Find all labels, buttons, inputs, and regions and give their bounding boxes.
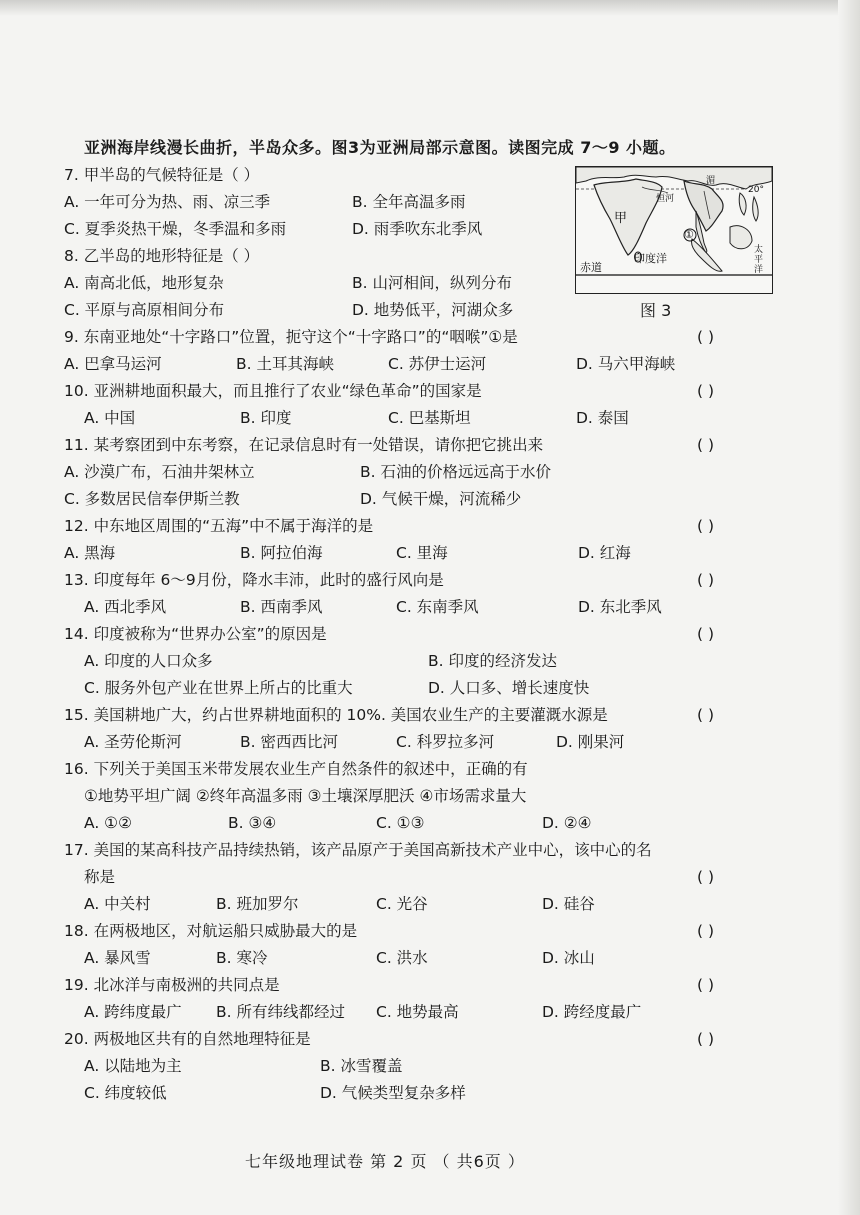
question-18-option-a[interactable]: A. 暴风雪 <box>84 949 151 967</box>
question-8-stem: 8. 乙半岛的地形特征是（ ） <box>64 247 260 265</box>
question-12-stem: 12. 中东地区周围的“五海”中不属于海洋的是 <box>64 517 374 535</box>
question-9-option-b[interactable]: B. 土耳其海峡 <box>236 355 334 373</box>
question-13-option-d[interactable]: D. 东北季风 <box>578 598 662 616</box>
question-12-option-a[interactable]: A. 黑海 <box>64 544 116 562</box>
map-label-20n: 20° <box>748 185 764 195</box>
question-16-option-b[interactable]: B. ③④ <box>228 814 277 832</box>
question-16-stem: 16. 下列关于美国玉米带发展农业生产自然条件的叙述中，正确的有 <box>64 760 528 778</box>
question-7-option-c[interactable]: C. 夏季炎热干燥，冬季温和多雨 <box>64 220 287 238</box>
question-15-option-d[interactable]: D. 刚果河 <box>556 733 625 751</box>
question-7-option-b[interactable]: B. 全年高温多雨 <box>352 193 466 211</box>
question-9-stem: 9. 东南亚地处“十字路口”位置，扼守这个“十字路口”的“咽喉”①是 <box>64 328 518 346</box>
question-17-option-c[interactable]: C. 光谷 <box>376 895 428 913</box>
question-17-answer-blank[interactable]: ( ) <box>697 868 715 886</box>
question-13-option-b[interactable]: B. 西南季风 <box>240 598 323 616</box>
question-8-option-b[interactable]: B. 山河相间，纵列分布 <box>352 274 512 292</box>
question-16-conditions: ①地势平坦广阔 ②终年高温多雨 ③土壤深厚肥沃 ④市场需求量大 <box>84 787 527 805</box>
question-14-option-c[interactable]: C. 服务外包产业在世界上所占的比重大 <box>84 679 353 697</box>
question-19-option-d[interactable]: D. 跨经度最广 <box>542 1003 642 1021</box>
question-14-stem: 14. 印度被称为“世界办公室”的原因是 <box>64 625 327 643</box>
question-20-option-d[interactable]: D. 气候类型复杂多样 <box>320 1084 466 1102</box>
question-8-option-d[interactable]: D. 地势低平，河湖众多 <box>352 301 514 319</box>
question-10-option-d[interactable]: D. 泰国 <box>576 409 629 427</box>
question-14-option-b[interactable]: B. 印度的经济发达 <box>428 652 557 670</box>
scan-right-edge <box>838 0 860 1215</box>
question-15-stem: 15. 美国耕地广大，约占世界耕地面积的 10%. 美国农业生产的主要灌溉水源是 <box>64 706 608 724</box>
question-15-option-c[interactable]: C. 科罗拉多河 <box>396 733 495 751</box>
map-label-jia: 甲 <box>614 211 628 226</box>
question-10-stem: 10. 亚洲耕地面积最大，而且推行了农业“绿色革命”的国家是 <box>64 382 482 400</box>
question-20-option-c[interactable]: C. 纬度较低 <box>84 1084 167 1102</box>
question-9-option-a[interactable]: A. 巴拿马运河 <box>64 355 162 373</box>
question-19-option-b[interactable]: B. 所有纬线都经过 <box>216 1003 345 1021</box>
question-12-option-d[interactable]: D. 红海 <box>578 544 631 562</box>
question-15-answer-blank[interactable]: ( ) <box>697 706 715 724</box>
scan-top-edge <box>0 0 860 16</box>
asia-map-figure <box>575 166 773 294</box>
question-18-option-c[interactable]: C. 洪水 <box>376 949 428 967</box>
question-11-stem: 11. 某考察团到中东考察，在记录信息时有一处错误，请你把它挑出来 <box>64 436 544 454</box>
question-13-option-c[interactable]: C. 东南季风 <box>396 598 479 616</box>
question-18-option-d[interactable]: D. 冰山 <box>542 949 595 967</box>
map-label-small: 湄 <box>706 176 716 186</box>
asia-map-drawing <box>576 167 772 293</box>
map-label-equator: 赤道 <box>580 261 602 274</box>
question-11-option-c[interactable]: C. 多数居民信奉伊斯兰教 <box>64 490 240 508</box>
question-9-option-c[interactable]: C. 苏伊士运河 <box>388 355 487 373</box>
question-14-option-d[interactable]: D. 人口多、增长速度快 <box>428 679 590 697</box>
question-8-option-a[interactable]: A. 南高北低，地形复杂 <box>64 274 224 292</box>
question-18-option-b[interactable]: B. 寒冷 <box>216 949 268 967</box>
question-9-option-d[interactable]: D. 马六甲海峡 <box>576 355 676 373</box>
intro-text: 亚洲海岸线漫长曲折，半岛众多。图3为亚洲局部示意图。读图完成 7～9 小题。 <box>84 138 676 157</box>
question-10-answer-blank[interactable]: ( ) <box>697 382 715 400</box>
question-20-option-a[interactable]: A. 以陆地为主 <box>84 1057 182 1075</box>
question-16-option-a[interactable]: A. ①② <box>84 814 132 832</box>
question-19-stem: 19. 北冰洋与南极洲的共同点是 <box>64 976 280 994</box>
question-11-option-d[interactable]: D. 气候干燥，河流稀少 <box>360 490 522 508</box>
question-12-option-b[interactable]: B. 阿拉伯海 <box>240 544 323 562</box>
page-footer: 七年级地理试卷 第 2 页 （ 共6页 ） <box>245 1152 525 1171</box>
question-12-option-c[interactable]: C. 里海 <box>396 544 448 562</box>
question-13-option-a[interactable]: A. 西北季风 <box>84 598 167 616</box>
question-17-option-d[interactable]: D. 硅谷 <box>542 895 595 913</box>
question-17-stem: 17. 美国的某高科技产品持续热销，该产品原产于美国高新技术产业中心，该中心的名 <box>64 841 652 859</box>
question-15-option-a[interactable]: A. 圣劳伦斯河 <box>84 733 182 751</box>
question-17-option-b[interactable]: B. 班加罗尔 <box>216 895 299 913</box>
question-14-option-a[interactable]: A. 印度的人口众多 <box>84 652 213 670</box>
question-10-option-c[interactable]: C. 巴基斯坦 <box>388 409 471 427</box>
question-20-stem: 20. 两极地区共有的自然地理特征是 <box>64 1030 311 1048</box>
question-17-option-a[interactable]: A. 中关村 <box>84 895 151 913</box>
question-11-answer-blank[interactable]: ( ) <box>697 436 715 454</box>
question-19-option-c[interactable]: C. 地势最高 <box>376 1003 459 1021</box>
figure-caption: 图 3 <box>640 301 672 320</box>
question-13-answer-blank[interactable]: ( ) <box>697 571 715 589</box>
map-label-ganges: 恒河 <box>656 194 675 204</box>
question-20-option-b[interactable]: B. 冰雪覆盖 <box>320 1057 403 1075</box>
question-11-option-b[interactable]: B. 石油的价格远远高于水价 <box>360 463 551 481</box>
question-12-answer-blank[interactable]: ( ) <box>697 517 715 535</box>
question-18-answer-blank[interactable]: ( ) <box>697 922 715 940</box>
question-10-option-a[interactable]: A. 中国 <box>84 409 136 427</box>
question-11-option-a[interactable]: A. 沙漠广布，石油井架林立 <box>64 463 255 481</box>
question-14-answer-blank[interactable]: ( ) <box>697 625 715 643</box>
question-19-option-a[interactable]: A. 跨纬度最广 <box>84 1003 182 1021</box>
question-7-stem: 7. 甲半岛的气候特征是（ ） <box>64 166 260 184</box>
question-20-answer-blank[interactable]: ( ) <box>697 1030 715 1048</box>
map-label-pacific: 太平洋 <box>754 245 764 275</box>
question-7-option-d[interactable]: D. 雨季吹东北季风 <box>352 220 483 238</box>
map-label-marker-1: ① <box>684 228 694 241</box>
question-18-stem: 18. 在两极地区，对航运船只威胁最大的是 <box>64 922 358 940</box>
question-17-stem-continued: 称是 <box>84 868 116 886</box>
question-9-answer-blank[interactable]: ( ) <box>697 328 715 346</box>
question-16-option-c[interactable]: C. ①③ <box>376 814 425 832</box>
map-label-indian-ocean: 印度洋 <box>634 252 667 265</box>
question-8-option-c[interactable]: C. 平原与高原相间分布 <box>64 301 225 319</box>
question-7-option-a[interactable]: A. 一年可分为热、雨、凉三季 <box>64 193 271 211</box>
question-15-option-b[interactable]: B. 密西西比河 <box>240 733 338 751</box>
question-16-option-d[interactable]: D. ②④ <box>542 814 592 832</box>
question-19-answer-blank[interactable]: ( ) <box>697 976 715 994</box>
question-13-stem: 13. 印度每年 6～9月份，降水丰沛，此时的盛行风向是 <box>64 571 444 589</box>
question-10-option-b[interactable]: B. 印度 <box>240 409 292 427</box>
